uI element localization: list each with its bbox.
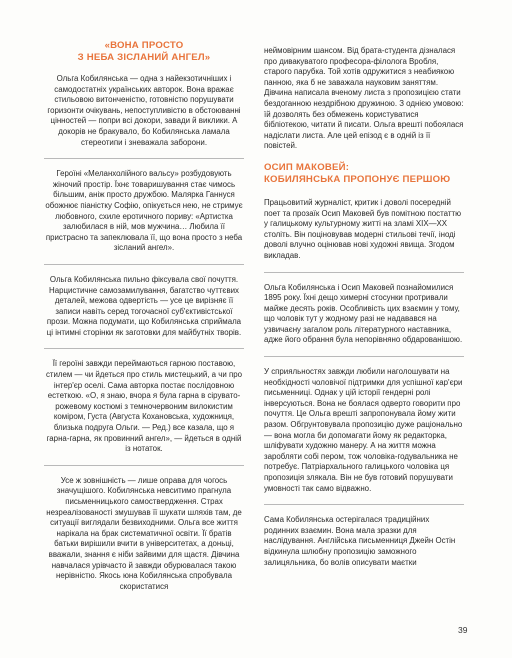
paragraph: У сприяльностях завжди любили наголошувати на необхідності чоловічої підтримки для успішної кар'єри письменниці. Однак у цій історії гендерні ролі інверсуються. Вона не боялася одверто говорити про почуття. Це Ольга врешті запропонувала йому жити разом. Обгрунтовувала пропозицію дуже раціонально — вона могла би допомагати йому як редакторка, шліфувати художню манеру. А на життя можна заробляти собі пером, тож чоловіка-годувальника не потребує. Патріархального галицького чоловіка ця пропозиція злякала. Він не був готовий порушувати умовності так само відважно. xyxy=(264,367,463,493)
section-heading-angel xyxy=(44,40,244,64)
heading-line-2: КОБИЛЯНСЬКА ПРОПОНУЄ ПЕРШОЮ xyxy=(264,173,451,185)
paragraph: Сама Кобилянська остерігалася традиційних родинних взаємин. Вона мала зразки для наслідування. Англійська письменниця Джейн Остін відкинула шлюбну пропозицію заможного залицяльника, бо волів описувати маєтки xyxy=(264,515,456,567)
page-number: 39 xyxy=(458,625,468,635)
divider xyxy=(264,272,464,273)
paragraph: Ольга Кобилянська — одна з найекзотичніших і самодостатніх українських авторок. Вона вражає стильовою витонченістю, готовністю порушувати горизонти очікувань, непоступливістю в обстоюванні цінностей — попри всі докори, завади й виклики. А докорів не бракувало, бо Кобилянська ламала стереотипи і зневажала заборони. xyxy=(47,74,241,147)
paragraph: Усе ж зовнішність — лише оправа для чогось значущішого. Кобилянська невситимо прагнула письменницького самоствердження. Страх незреалізованості змушував її шукати шляхів там, де ситуації виглядали безвиходними. Ольга все життя нарікала на брак систематичної освіти. Її братів батьки вирішили вчити в університетах, а доньці, вважали, знання є ніби зайвими для щастя. Дівчина навчалася урівчасто й завжди обурювалася такою нерівністю. Якось юна Кобилянська спробувала скористатися xyxy=(46,475,242,591)
heading-line-1: ОСИП МАКОВЕЙ: xyxy=(264,161,350,173)
divider xyxy=(44,465,244,466)
paragraph: Героїні «Меланхолійного вальсу» розбудовують жіночий простір. Їхнє товаришування стає чимось більшим, аніж просто дружбою. Малярка Ганнуся обожнює піаністку Софію, опікується нею, не стримує любовного, схиле еротичного пориву: «Артистка залюбилася в ній, мов мужчина… Любила її пристрасно та запеклювала її, що вона просто з неба зіcланий ангел». xyxy=(45,169,243,253)
paragraph: Ольга Кобилянська і Осип Маковей познайомилися 1895 року. Їхні дещо химерні стосунки протривали майже десять років. Особливість цих взаємин у тому, що чоловік тут у жодному разі не надавався на узвичаєну загалом роль літературного наставника, адже його обрання була непорівняно обдарованішою. xyxy=(264,282,463,345)
divider xyxy=(264,504,464,505)
left-column xyxy=(44,40,244,602)
divider xyxy=(44,158,244,159)
divider xyxy=(44,264,244,265)
paragraph: неймовірним шансом. Від брата-студента дізналася про дивакуватого професора-філолога Вробля, старого парубка. Той хотів одружитися з неабиякою панною, яка б не заважала науковим заняттям. Дівчина написала вченому листа з пропозицією стати бездоганною нездрібною дружиною. З однією умовою: їй дозволять без обмежень користуватися бібліотекою, читати й писати. Ольга врешті побоялася надіслати листа. Але цей епізод є в одній із її повістей. xyxy=(264,46,464,151)
heading-line-1: «ВОНА ПРОСТО xyxy=(104,40,184,51)
paragraph: Її героїні завжди переймаються гарною поставою, стилем — чи йдеться про стиль мистецький, а чи про інтер'єр оселі. Сама авторка постає послідовною естеткою. «О, я знаю, вчора я була гарна в сірувато-рожевому костюмі з темночервоним вилокистим коміром, Густа (Августа Кохановська, художниця, близька подруга Ольги. — Ред.) все казала, що я гарна-гарна, як провинний ангел», — йдеться в одній із нотаток. xyxy=(45,359,243,454)
paragraph: Працьовитий журналіст, критик і доволі посередній поет та прозаїк Осип Маковей був помітною постаттю у галицькому культурному житті на зламі XIX—XX століть. Він поціновував модерні стильові течії, іноді доволі влучно оцінював нові художні явища. Згодом викладав. xyxy=(264,197,462,260)
divider xyxy=(264,356,464,357)
heading-line-2: З НЕБА ЗІСЛАНИЙ АНГЕЛ» xyxy=(77,52,211,63)
section-heading-makovei xyxy=(264,162,464,186)
paragraph: Ольга Кобилянська пильно фіксувала свої почуття. Нарцистичне самозамилування, багатство чуттєвих деталей, межова одвертість — усе це вирізняє її записи навіть серед тогочасної суб'єктивістської прози. Можна подумати, що Кобилянська сприймала ці інтимні сторінки як заготовки для майбутніх творів. xyxy=(46,274,242,337)
divider xyxy=(44,348,244,349)
right-column xyxy=(264,46,464,578)
